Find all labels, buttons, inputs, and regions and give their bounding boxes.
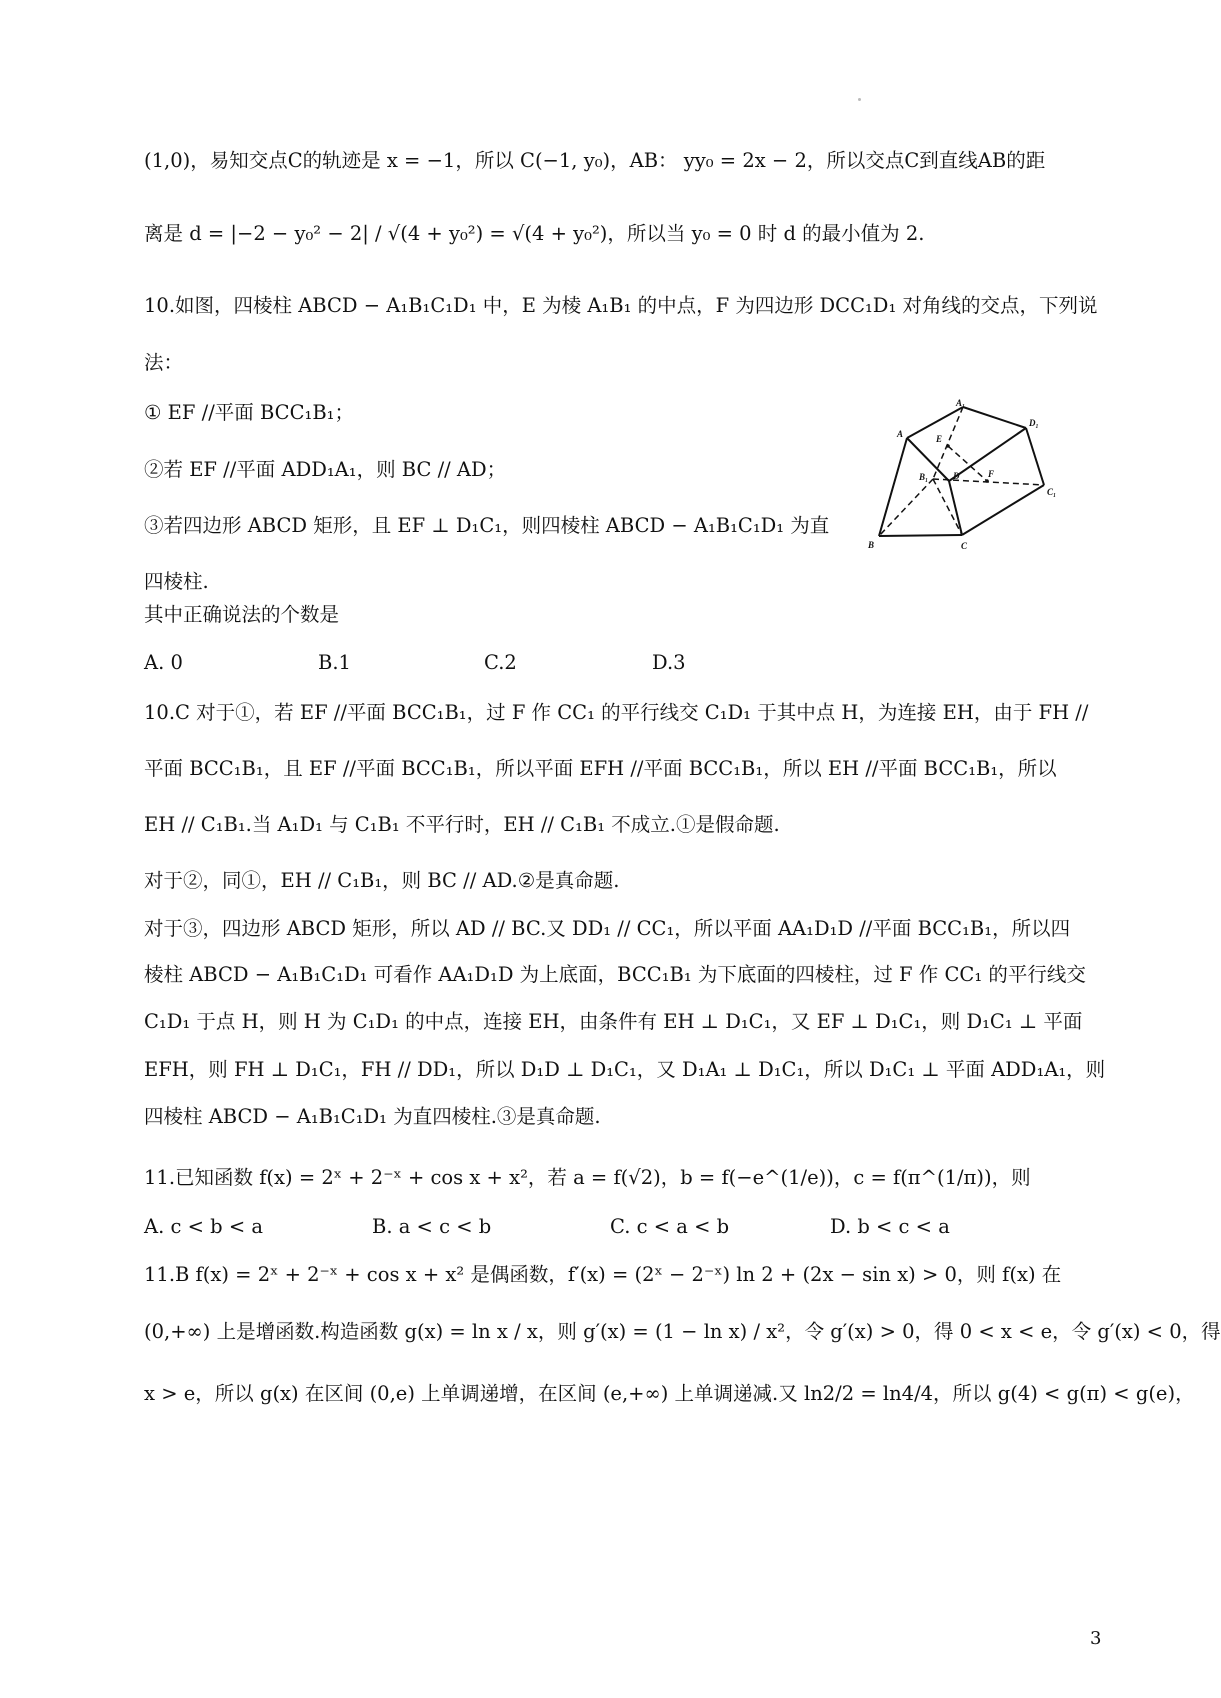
answer-10-line: EH // C₁B₁.当 A₁D₁ 与 C₁B₁ 不平行时，EH // C₁B₁ 不成立.①是假命题.: [144, 813, 780, 836]
answer-10-line: 对于②，同①，EH // C₁B₁，则 BC // AD.②是真命题.: [144, 869, 620, 892]
label-b: B: [868, 540, 875, 550]
answer-11-line: (0,+∞) 上是增函数.构造函数 g(x) = ln x / x，则 g′(x) = (1 − ln x) / x²，令 g′(x) > 0，得 0 < x < e，令 g′(x) < 0，得: [144, 1320, 1221, 1343]
statement-1: ① EF //平面 BCC₁B₁；: [144, 401, 354, 424]
text-line: (1,0)，易知交点C的轨迹是 x = −1，所以 C(−1, y₀)，AB： yy₀ = 2x − 2，所以交点C到直线AB的距: [144, 149, 1046, 172]
question-10-stem: 10.如图，四棱柱 ABCD − A₁B₁C₁D₁ 中，E 为棱 A₁B₁ 的中点，F 为四边形 DCC₁D₁ 对角线的交点，下列说: [144, 294, 1098, 317]
answer-10-line: EFH，则 FH ⊥ D₁C₁，FH // DD₁，所以 D₁D ⊥ D₁C₁，又 D₁A₁ ⊥ D₁C₁，所以 D₁C₁ ⊥ 平面 ADD₁A₁，则: [144, 1058, 1106, 1081]
text-line: 四棱柱.: [144, 570, 209, 593]
answer-10-line: 10.C 对于①，若 EF //平面 BCC₁B₁，过 F 作 CC₁ 的平行线交 C₁D₁ 于其中点 H，为连接 EH，由于 FH //: [144, 701, 1089, 724]
label-e: E: [936, 434, 943, 444]
answer-11-line: 11.B f(x) = 2ˣ + 2⁻ˣ + cos x + x² 是偶函数，f′(x) = (2ˣ − 2⁻ˣ) ln 2 + (2x − sin x) > 0，则 f(x) 在: [144, 1263, 1062, 1286]
label-a: A: [897, 429, 904, 439]
prism-figure: [835, 398, 1095, 597]
answer-10-line: 棱柱 ABCD − A₁B₁C₁D₁ 可看作 AA₁D₁D 为上底面，BCC₁B₁ 为下底面的四棱柱，过 F 作 CC₁ 的平行线交: [144, 963, 1086, 986]
label-f: F: [988, 469, 995, 479]
choice-a: A. 0: [144, 651, 183, 674]
text-line: 离是 d = |−2 − y₀² − 2| / √(4 + y₀²) = √(4 + y₀²)，所以当 y₀ = 0 时 d 的最小值为 2.: [144, 222, 925, 245]
question-prompt: 其中正确说法的个数是: [144, 603, 340, 626]
choice-b: B. a < c < b: [372, 1215, 492, 1238]
answer-10-line: C₁D₁ 于点 H，则 H 为 C₁D₁ 的中点，连接 EH，由条件有 EH ⊥ D₁C₁，又 EF ⊥ D₁C₁，则 D₁C₁ ⊥ 平面: [144, 1010, 1083, 1033]
statement-3: ③若四边形 ABCD 矩形，且 EF ⊥ D₁C₁，则四棱柱 ABCD − A₁B₁C₁D₁ 为直: [144, 514, 830, 537]
choice-d: D. b < c < a: [830, 1215, 950, 1238]
choice-b: B.1: [318, 651, 351, 674]
choice-d: D.3: [652, 651, 686, 674]
label-b1: B₁: [919, 472, 929, 482]
label-a1: A₁: [956, 398, 966, 408]
answer-10-line: 四棱柱 ABCD − A₁B₁C₁D₁ 为直四棱柱.③是真命题.: [144, 1105, 601, 1128]
label-d1: D₁: [1029, 418, 1039, 428]
choice-c: C. c < a < b: [610, 1215, 730, 1238]
answer-10-line: 对于③，四边形 ABCD 矩形，所以 AD // BC.又 DD₁ // CC₁，所以平面 AA₁D₁D //平面 BCC₁B₁，所以四: [144, 917, 1071, 940]
question-11-stem: 11.已知函数 f(x) = 2ˣ + 2⁻ˣ + cos x + x²，若 a = f(√2)，b = f(−e^(1/e))，c = f(π^(1/π))，则: [144, 1166, 1031, 1189]
label-c1: C₁: [1047, 487, 1057, 497]
text-line: 法：: [144, 351, 184, 374]
choice-c: C.2: [484, 651, 517, 674]
page-number: 3: [1090, 1628, 1102, 1649]
choice-a: A. c < b < a: [144, 1215, 263, 1238]
answer-10-line: 平面 BCC₁B₁，且 EF //平面 BCC₁B₁，所以平面 EFH //平面 BCC₁B₁，所以 EH //平面 BCC₁B₁，所以: [144, 757, 1057, 780]
statement-2: ②若 EF //平面 ADD₁A₁，则 BC // AD；: [144, 458, 507, 481]
answer-11-line: x > e，所以 g(x) 在区间 (0,e) 上单调递增，在区间 (e,+∞) 上单调递减.又 ln2/2 = ln4/4，所以 g(4) < g(π) < g(e)，: [144, 1382, 1195, 1405]
scan-dot: [858, 98, 861, 101]
label-c: C: [961, 541, 968, 551]
label-d: D: [953, 471, 960, 481]
